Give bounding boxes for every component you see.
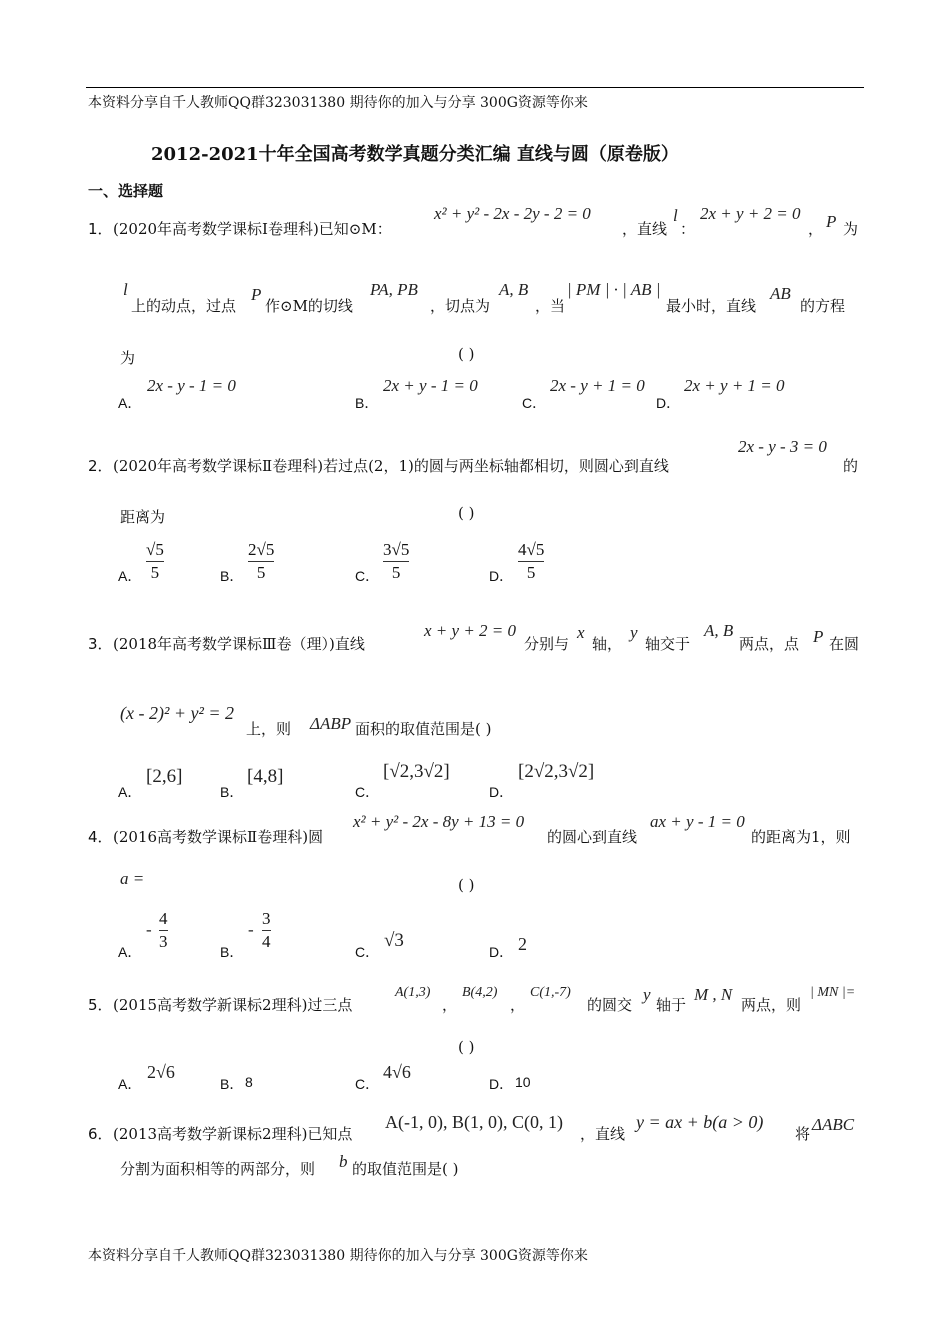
q4-option-d: 2 <box>518 934 527 954</box>
q1-colon: ： <box>680 220 696 238</box>
q4-option-d-label: D． <box>489 944 514 960</box>
q5-paren: ( ) <box>458 1038 475 1056</box>
q6-text-4: 的取值范围是( ) <box>352 1160 459 1178</box>
q6-points: A(-1, 0), B(1, 0), C(0, 1) <box>385 1112 563 1132</box>
q2-option-a-label: A． <box>118 568 142 584</box>
q5-option-b: 8 <box>245 1074 253 1090</box>
q1-option-a: 2x - y - 1 = 0 <box>147 376 236 395</box>
q4-text-2: 的距离为1，则 <box>751 828 851 846</box>
page-header: 本资料分享自千人教师QQ群323031380 期待你的加入与分享 300G资源等你来 <box>88 95 588 111</box>
q4-option-a-num: 4 <box>159 909 168 928</box>
q2-option-a-den: 5 <box>150 563 160 582</box>
q6-source: (2013高考数学新课标2理科)已知点 <box>113 1125 353 1143</box>
q6-triangle: ΔABC <box>812 1115 855 1134</box>
q4-option-b-den: 4 <box>262 932 271 951</box>
q5-number: 5． <box>88 996 113 1014</box>
q5-comma-1: ， <box>442 996 458 1014</box>
q3-option-a: [2,6] <box>146 766 183 787</box>
q4-option-b-num: 3 <box>262 909 271 928</box>
q1-line-eq: 2x + y + 2 = 0 <box>700 204 801 223</box>
q1-text-5: ，当 <box>535 297 566 315</box>
q1-text-3: 作⊙M的切线 <box>265 297 353 315</box>
q3-P: P <box>813 627 824 646</box>
q4-option-b-label: B． <box>220 944 244 960</box>
q5-option-d: 10 <box>515 1074 531 1090</box>
q1-text-8: 为 <box>120 349 136 367</box>
q5-MN: M , N <box>694 985 733 1004</box>
q1-text-2: 上的动点，过点 <box>131 297 237 315</box>
q3-circle-eq: (x - 2)² + y² = 2 <box>120 703 235 723</box>
q1-text-7: 的方程 <box>800 297 846 315</box>
q2-option-d-label: D． <box>489 568 514 584</box>
q5-point-A: A(1,3) <box>395 985 431 1000</box>
q1-comma: ， <box>808 220 824 238</box>
q3-option-d: [2√2,3√2] <box>518 761 595 782</box>
q2-paren: ( ) <box>458 504 475 522</box>
q1-option-d-label: D． <box>656 395 681 411</box>
q1-product: | PM | · | AB | <box>567 280 661 299</box>
q1-circle-eq: x² + y² - 2x - 2y - 2 = 0 <box>434 204 591 223</box>
q5-option-a-label: A． <box>118 1076 142 1092</box>
q1-source: (2020年高考数学课标Ⅰ卷理科)已知⊙M： <box>113 220 392 238</box>
q1-option-b: 2x + y - 1 = 0 <box>383 376 478 395</box>
q6-line-eq: y = ax + b(a > 0) <box>636 1112 764 1132</box>
q1-option-c-label: C． <box>522 395 547 411</box>
page-footer: 本资料分享自千人教师QQ群323031380 期待你的加入与分享 300G资源等你来 <box>88 1248 588 1264</box>
q4-option-a-label: A． <box>118 944 142 960</box>
q3-text-4: 两点，点 <box>739 635 800 653</box>
q1-P2: P <box>251 285 262 304</box>
q4-option-a-den: 3 <box>159 932 168 951</box>
page-title: 2012-2021十年全国高考数学真题分类汇编 直线与圆（原卷版） <box>151 144 679 165</box>
q1-tangents: PA, PB <box>370 280 418 299</box>
q1-P: P <box>826 212 837 231</box>
q2-option-b-label: B． <box>220 568 244 584</box>
q3-triangle: ΔABP <box>310 714 352 733</box>
q4-option-b-sign: - <box>248 920 254 939</box>
q1-AB: AB <box>770 284 791 303</box>
q5-point-B: B(4,2) <box>462 985 498 1000</box>
q4-option-b <box>262 909 271 952</box>
q1-text-1: ，直线 <box>622 220 668 238</box>
q4-option-a <box>159 909 168 952</box>
q3-option-b-label: B． <box>220 784 244 800</box>
section-heading: 一、选择题 <box>88 182 164 200</box>
q2-option-c-num: 3√5 <box>383 540 410 559</box>
q3-text-5: 在圆 <box>829 635 860 653</box>
q5-source: (2015高考数学新课标2理科)过三点 <box>113 996 353 1014</box>
q4-number: 4． <box>88 828 113 846</box>
q6-text-1: ，直线 <box>580 1125 626 1143</box>
q4-option-c-label: C． <box>355 944 380 960</box>
q3-x: x <box>577 623 585 642</box>
q6-text-2: 将 <box>795 1125 811 1143</box>
q3-text-7: 面积的取值范围是( ) <box>355 720 492 738</box>
q5-option-d-label: D． <box>489 1076 514 1092</box>
q1-option-d: 2x + y + 1 = 0 <box>684 376 785 395</box>
q5-text-1: 的圆交 <box>587 996 633 1014</box>
q3-number: 3． <box>88 635 113 653</box>
q2-option-c-den: 5 <box>391 563 401 582</box>
q4-option-c: √3 <box>384 930 404 951</box>
q3-option-d-label: D． <box>489 784 514 800</box>
q1-text-6: 最小时，直线 <box>666 297 757 315</box>
q3-y: y <box>630 623 638 642</box>
q2-option-d-den: 5 <box>526 563 536 582</box>
q2-option-d <box>518 540 544 583</box>
q3-option-b: [4,8] <box>247 766 284 787</box>
q2-option-b-den: 5 <box>256 563 266 582</box>
q2-option-b <box>248 540 274 583</box>
q1-text-4: ，切点为 <box>430 297 491 315</box>
q1-option-a-label: A． <box>118 395 142 411</box>
q5-option-c-label: C． <box>355 1076 380 1092</box>
q3-source: (2018年高考数学课标Ⅲ卷（理）)直线 <box>113 635 365 653</box>
q3-text-6: 上，则 <box>246 720 292 738</box>
q2-text: (2020年高考数学课标Ⅱ卷理科)若过点(2，1)的圆与两坐标轴都相切，则圆心到直线 <box>113 457 669 475</box>
q1-paren: ( ) <box>458 345 475 363</box>
q2-text-2: 距离为 <box>120 508 166 526</box>
q5-y: y <box>643 985 651 1004</box>
q4-text-1: 的圆心到直线 <box>547 828 638 846</box>
q5-option-c: 4√6 <box>383 1062 411 1082</box>
q2-option-a-num: √5 <box>146 540 164 559</box>
q4-circle-eq: x² + y² - 2x - 8y + 13 = 0 <box>353 812 525 831</box>
q5-option-a: 2√6 <box>147 1062 175 1082</box>
q4-a: a = <box>120 869 145 888</box>
q1-l2: l <box>123 280 128 299</box>
q6-text-3: 分割为面积相等的两部分，则 <box>120 1160 316 1178</box>
q5-text-3: 两点，则 <box>741 996 802 1014</box>
q5-MN-len: | MN |= <box>810 985 856 1000</box>
q2-de: 的 <box>843 457 859 475</box>
q1-option-b-label: B． <box>355 395 379 411</box>
q5-comma-2: ， <box>510 996 526 1014</box>
q3-text-3: 轴交于 <box>645 635 691 653</box>
q2-option-c-label: C． <box>355 568 380 584</box>
q3-text-2: 轴， <box>592 635 623 653</box>
q3-AB: A, B <box>704 621 734 640</box>
q3-text-1: 分别与 <box>524 635 570 653</box>
q3-option-a-label: A． <box>118 784 142 800</box>
header-rule <box>86 87 864 88</box>
q5-text-2: 轴于 <box>656 996 687 1014</box>
q6-b: b <box>339 1152 348 1171</box>
q2-option-a <box>146 540 164 583</box>
q4-source: (2016高考数学课标Ⅱ卷理科)圆 <box>113 828 324 846</box>
q1-wei: 为 <box>843 220 859 238</box>
q4-paren: ( ) <box>458 876 475 894</box>
q3-option-c-label: C． <box>355 784 380 800</box>
q2-option-b-num: 2√5 <box>248 540 275 559</box>
q2-number: 2． <box>88 457 113 475</box>
q4-line-eq: ax + y - 1 = 0 <box>650 812 745 831</box>
q5-point-C: C(1,-7) <box>530 985 571 1000</box>
q6-number: 6． <box>88 1125 113 1143</box>
q1-option-c: 2x - y + 1 = 0 <box>550 376 645 395</box>
q1-number: 1． <box>88 220 113 238</box>
q3-line-eq: x + y + 2 = 0 <box>424 621 517 640</box>
q4-option-a-sign: - <box>146 920 152 939</box>
q1-AB-points: A, B <box>499 280 529 299</box>
q3-option-c: [√2,3√2] <box>383 761 450 782</box>
q2-option-c <box>383 540 409 583</box>
q2-line-eq: 2x - y - 3 = 0 <box>738 437 827 456</box>
q2-option-d-num: 4√5 <box>518 540 545 559</box>
q1-l: l <box>673 206 678 225</box>
q5-option-b-label: B． <box>220 1076 244 1092</box>
